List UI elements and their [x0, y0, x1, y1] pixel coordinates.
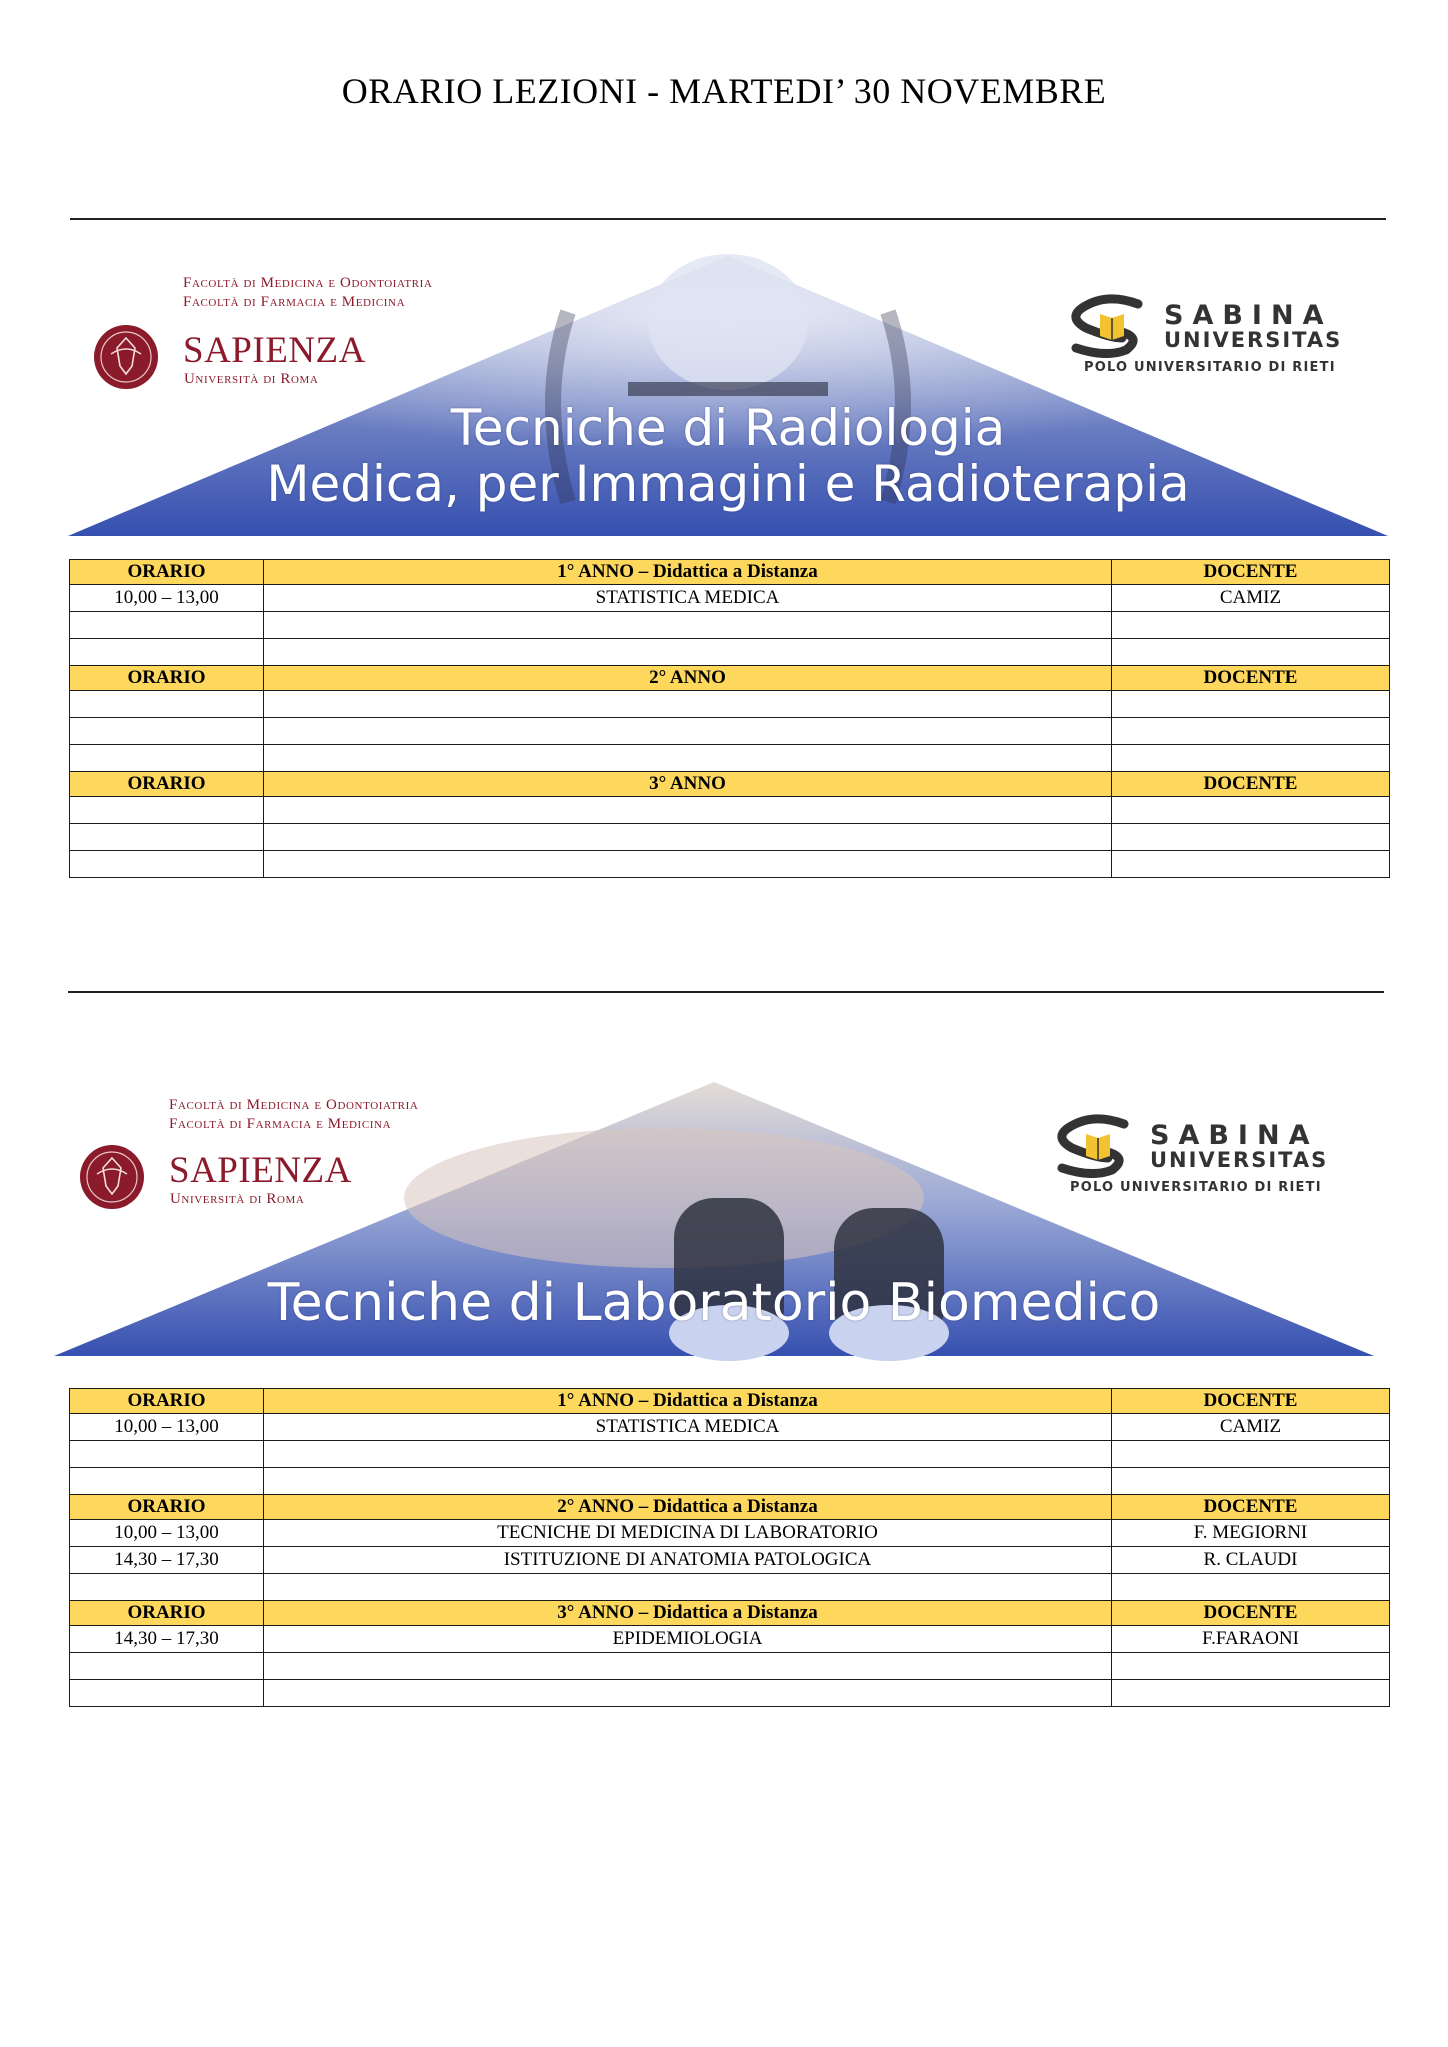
cell-orario [70, 1653, 264, 1680]
cell-docente [1112, 797, 1390, 824]
sabina-name: SABINA [1150, 1120, 1319, 1151]
cell-docente [1112, 745, 1390, 772]
table-row [70, 639, 1390, 666]
table-row [70, 824, 1390, 851]
cell-docente [1112, 1441, 1390, 1468]
cell-materia [264, 1468, 1112, 1495]
cell-materia: ISTITUZIONE DI ANATOMIA PATOLOGICA [264, 1547, 1112, 1574]
course-title-line-1: Tecniche di Laboratorio Biomedico [267, 1273, 1161, 1333]
cell-orario [70, 797, 264, 824]
table-row [70, 1547, 1390, 1574]
table-row [70, 1441, 1390, 1468]
table-row [70, 718, 1390, 745]
cell-orario: 10,00 – 13,00 [70, 585, 264, 612]
faculty-line-1: Facoltà di Medicina e Odontoiatria [183, 275, 433, 291]
header-anno: 2° ANNO – Didattica a Distanza [264, 1495, 1112, 1520]
cell-materia [264, 1574, 1112, 1601]
cell-materia [264, 612, 1112, 639]
table-row [70, 585, 1390, 612]
table-header-row [70, 1601, 1390, 1626]
cell-docente [1112, 1468, 1390, 1495]
divider-top [70, 218, 1386, 220]
faculty-line-2: Facoltà di Farmacia e Medicina [169, 1116, 392, 1132]
cell-materia [264, 639, 1112, 666]
cell-materia: STATISTICA MEDICA [264, 1414, 1112, 1441]
cell-orario [70, 639, 264, 666]
cell-orario [70, 691, 264, 718]
divider-middle [68, 991, 1384, 993]
table-row [70, 797, 1390, 824]
cell-orario [70, 1441, 264, 1468]
header-anno: 3° ANNO – Didattica a Distanza [264, 1601, 1112, 1626]
banner-laboratorio [54, 1078, 1374, 1368]
table-row [70, 1414, 1390, 1441]
sapienza-name: SAPIENZA [183, 330, 366, 371]
course-title-line-2: Medica, per Immagini e Radioterapia [266, 455, 1190, 513]
sabina-name: SABINA [1164, 300, 1333, 331]
table-row [70, 1574, 1390, 1601]
header-docente: DOCENTE [1112, 1389, 1390, 1414]
cell-orario [70, 851, 264, 878]
cell-materia [264, 797, 1112, 824]
cell-docente: R. CLAUDI [1112, 1547, 1390, 1574]
table-row [70, 1653, 1390, 1680]
sapienza-seal-icon [79, 1144, 145, 1210]
cell-materia [264, 745, 1112, 772]
cell-docente: CAMIZ [1112, 1414, 1390, 1441]
page-title: ORARIO LEZIONI - MARTEDI’ 30 NOVEMBRE [341, 71, 1107, 111]
header-anno: 3° ANNO [264, 772, 1112, 797]
header-anno: 2° ANNO [264, 666, 1112, 691]
cell-orario: 14,30 – 17,30 [70, 1626, 264, 1653]
cell-materia [264, 1441, 1112, 1468]
sabina-polo: POLO UNIVERSITARIO DI RIETI [1070, 1180, 1322, 1195]
table-row [70, 691, 1390, 718]
header-docente: DOCENTE [1112, 1601, 1390, 1626]
header-docente: DOCENTE [1112, 772, 1390, 797]
sabina-logo-icon [1066, 294, 1156, 358]
header-anno: 1° ANNO – Didattica a Distanza [264, 1389, 1112, 1414]
cell-materia [264, 824, 1112, 851]
cell-docente: F.FARAONI [1112, 1626, 1390, 1653]
cell-orario: 10,00 – 13,00 [70, 1520, 264, 1547]
header-orario: ORARIO [70, 1495, 264, 1520]
cell-orario [70, 1468, 264, 1495]
cell-materia: STATISTICA MEDICA [264, 585, 1112, 612]
cell-docente [1112, 851, 1390, 878]
cell-materia: EPIDEMIOLOGIA [264, 1626, 1112, 1653]
sabina-polo: POLO UNIVERSITARIO DI RIETI [1084, 360, 1336, 375]
cell-orario [70, 1680, 264, 1707]
cell-docente: CAMIZ [1112, 585, 1390, 612]
sapienza-subtitle: Università di Roma [184, 371, 319, 387]
table-header-row [70, 1495, 1390, 1520]
faculty-line-2: Facoltà di Farmacia e Medicina [183, 294, 406, 310]
cell-docente [1112, 639, 1390, 666]
faculty-line-1: Facoltà di Medicina e Odontoiatria [169, 1097, 419, 1113]
header-anno: 1° ANNO – Didattica a Distanza [264, 560, 1112, 585]
cell-orario: 14,30 – 17,30 [70, 1547, 264, 1574]
cell-docente [1112, 691, 1390, 718]
cell-materia [264, 718, 1112, 745]
header-orario: ORARIO [70, 1389, 264, 1414]
table-header-row [70, 560, 1390, 585]
cell-orario [70, 745, 264, 772]
table-row [70, 1468, 1390, 1495]
header-orario: ORARIO [70, 560, 264, 585]
table-header-row [70, 1389, 1390, 1414]
cell-docente [1112, 1680, 1390, 1707]
table-row [70, 745, 1390, 772]
course-title [214, 1274, 1214, 1332]
table-row [70, 1626, 1390, 1653]
sabina-subtitle: UNIVERSITAS [1164, 328, 1343, 352]
header-orario: ORARIO [70, 772, 264, 797]
header-orario: ORARIO [70, 1601, 264, 1626]
cell-materia [264, 1653, 1112, 1680]
cell-orario [70, 1574, 264, 1601]
course-title-line-1: Tecniche di Radiologia [450, 399, 1006, 457]
cell-docente: F. MEGIORNI [1112, 1520, 1390, 1547]
cell-materia [264, 851, 1112, 878]
cell-docente [1112, 718, 1390, 745]
schedule-table-laboratorio [69, 1388, 1390, 1707]
table-header-row [70, 666, 1390, 691]
sapienza-subtitle: Università di Roma [170, 1191, 305, 1207]
table-row [70, 851, 1390, 878]
header-docente: DOCENTE [1112, 666, 1390, 691]
cell-materia [264, 1680, 1112, 1707]
table-row [70, 1520, 1390, 1547]
banner-radiologia [68, 252, 1388, 542]
sapienza-name: SAPIENZA [169, 1150, 352, 1191]
cell-materia [264, 691, 1112, 718]
cell-materia: TECNICHE DI MEDICINA DI LABORATORIO [264, 1520, 1112, 1547]
course-title [228, 400, 1228, 512]
faculty-lines [169, 1096, 418, 1134]
cell-orario: 10,00 – 13,00 [70, 1414, 264, 1441]
table-row [70, 612, 1390, 639]
faculty-lines [183, 274, 432, 312]
table-header-row [70, 772, 1390, 797]
header-docente: DOCENTE [1112, 560, 1390, 585]
cell-orario [70, 718, 264, 745]
sapienza-seal-icon [93, 324, 159, 390]
sabina-subtitle: UNIVERSITAS [1150, 1148, 1329, 1172]
cell-docente [1112, 1653, 1390, 1680]
schedule-table-radiologia [69, 559, 1390, 878]
header-docente: DOCENTE [1112, 1495, 1390, 1520]
cell-docente [1112, 1574, 1390, 1601]
table-row [70, 1680, 1390, 1707]
cell-orario [70, 824, 264, 851]
header-orario: ORARIO [70, 666, 264, 691]
sabina-logo-icon [1052, 1114, 1142, 1178]
cell-orario [70, 612, 264, 639]
cell-docente [1112, 824, 1390, 851]
cell-docente [1112, 612, 1390, 639]
